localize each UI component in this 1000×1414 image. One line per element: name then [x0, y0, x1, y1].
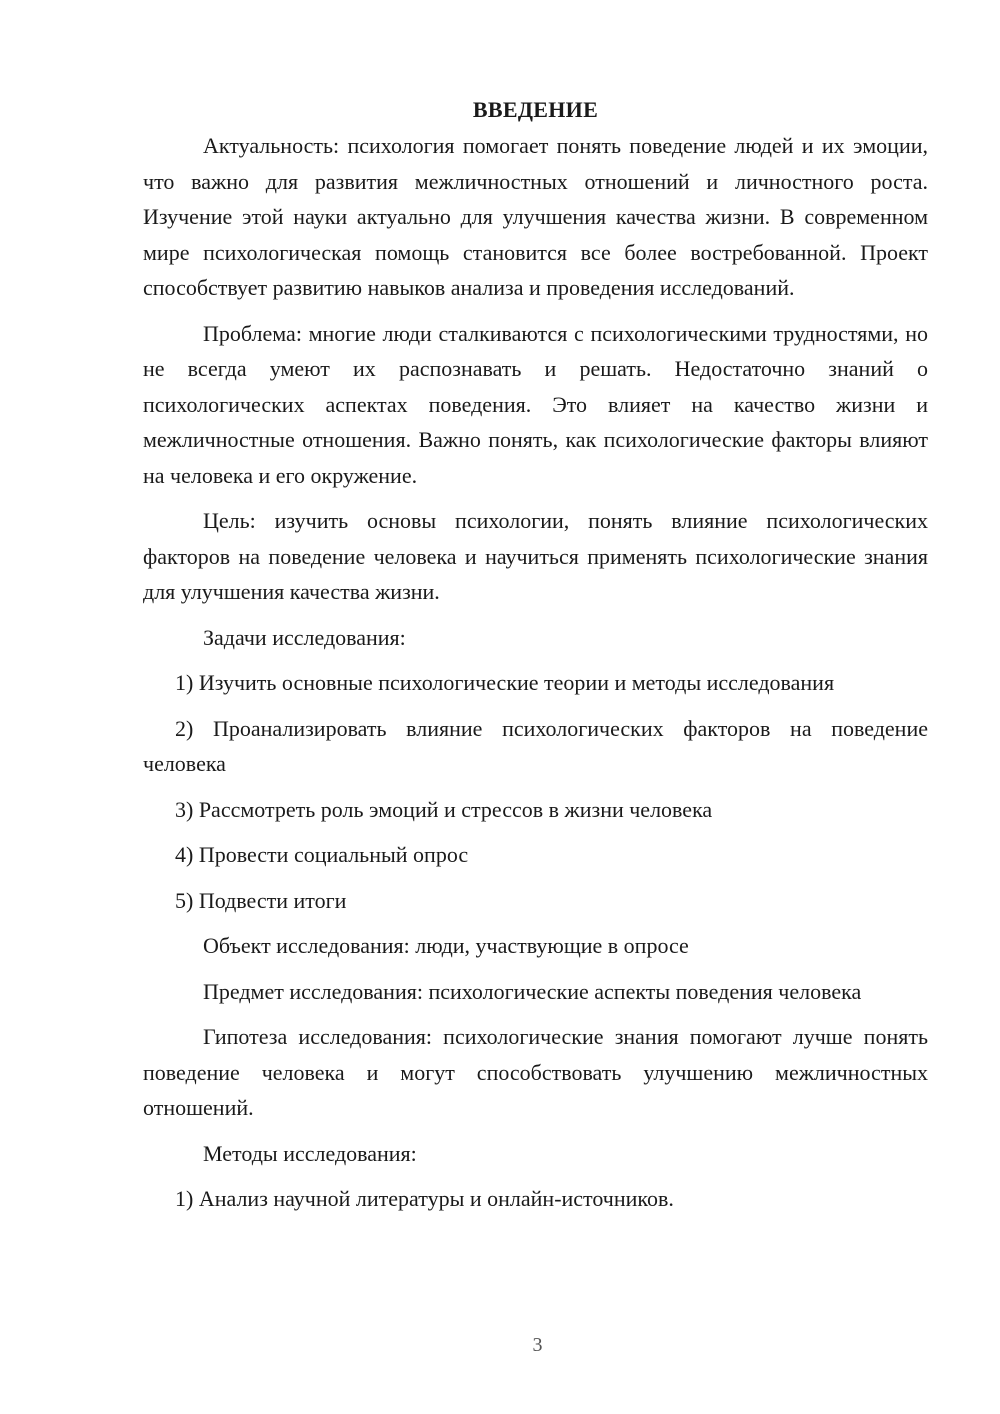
problem-paragraph: Проблема: многие люди сталкиваются с психологическими трудностями, но не всегда умеют их распознавать и решать. Недостаточно знаний о психологических аспектах поведения. Это влияет на качество жизни и межличностные отношения. Важно понять, как психологические факторы влияют на человека и его окружение. — [143, 320, 928, 488]
object-paragraph: Объект исследования: люди, участвующие в опросе — [203, 933, 689, 958]
hypothesis-paragraph: Гипотеза исследования: психологические знания помогают лучше понять поведение человека и могут способствовать улучшению межличностных отношений. — [143, 1024, 928, 1120]
task-item: 4) Провести социальный опрос — [175, 842, 469, 867]
method-item: 1) Анализ научной литературы и онлайн-источников. — [175, 1186, 674, 1211]
document-page — [143, 88, 928, 1217]
methods-heading: Методы исследования: — [203, 1140, 417, 1166]
task-item: 2) Проанализировать влияние психологических факторов на поведение человека — [143, 715, 928, 776]
goal-paragraph: Цель: изучить основы психологии, понять влияние психологических факторов на поведение человека и научиться применять психологические знания для улучшения качества жизни. — [143, 508, 928, 604]
relevance-paragraph: Актуальность: психология помогает понять поведение людей и их эмоции, что важно для развития межличностных отношений и личностного роста. Изучение этой науки актуально для улучшения качества жизни. В современном мире психологическая помощь становится все более востребованной. Проект способствует развитию навыков анализа и проведения исследований. — [143, 133, 928, 300]
task-item: 5) Подвести итоги — [175, 887, 347, 913]
page-number: 3 — [532, 1334, 543, 1356]
tasks-heading: Задачи исследования: — [203, 624, 406, 650]
subject-paragraph: Предмет исследования: психологические аспекты поведения человека — [203, 978, 862, 1004]
task-item: 3) Рассмотреть роль эмоций и стрессов в жизни человека — [175, 796, 713, 822]
task-item: 1) Изучить основные психологические теории и методы исследования — [175, 670, 835, 695]
document-title: ВВЕДЕНИЕ — [472, 97, 599, 122]
